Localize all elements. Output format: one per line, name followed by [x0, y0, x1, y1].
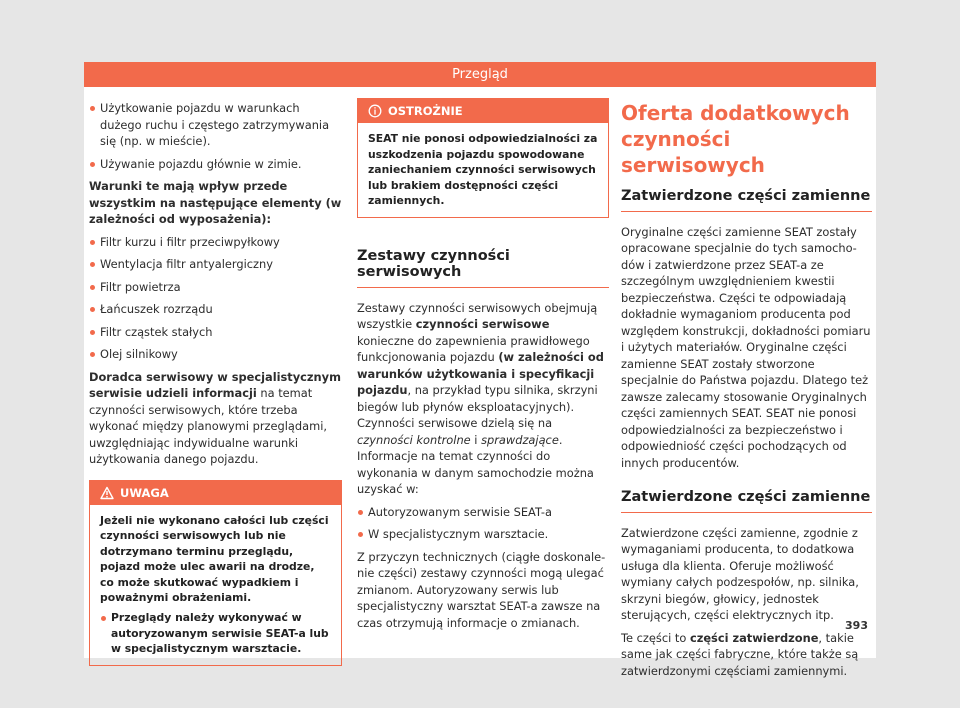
page-title: Oferta dodatkowych czynności serwisowych [621, 101, 850, 177]
advisor-text: na temat czynności serwisowych, które trzeba wykonać między planowymi przeglądami, uwzględniając indywidualne warunki użytkowania danego pojazdu. [89, 386, 328, 466]
warning-header [90, 481, 341, 505]
text-run: i [470, 432, 482, 447]
list-item: Olej silnikowy [89, 346, 342, 363]
caution-body: SEAT nie ponosi odpowiedzialności za uszkodzenia pojazdu spowodowane zaniechaniem czynności serwisowych lub brakiem dostępności części zamiennych. [368, 132, 598, 208]
warning-triangle-icon [100, 486, 114, 500]
warning-text: Jeżeli nie wykonano całości lub części czynności serwisowych lub nie dotrzymano terminu przeglądu, pojazd może ulec awarii na drodze, co może skutkować wypadkiem i poważnymi obrażeniami. [100, 513, 329, 605]
text-run: . Informacje na temat czynności do wykonania w danym samochodzie można uzyskać w: [357, 432, 594, 497]
approved-parts-paragraph: Zatwierdzone części zamienne, zgodnie z wymaganiami producenta, to dodatkowa usługa dla klienta. Oferuje możliwość wymiany całych podzespołów, np. silnika, skrzyni biegów, głowicy, jednostek sterujących, części elektrycznych itp. [621, 525, 859, 622]
manual-page [84, 62, 876, 678]
warning-title: UWAGA [120, 485, 169, 500]
italic-run: czynności kontrolne [357, 432, 471, 447]
list-item: Filtr powietrza [89, 279, 342, 296]
info-circle-icon [368, 104, 382, 118]
changes-paragraph: Z przyczyn technicznych (ciągłe doskonalenie części) zestawy czynności mogą ulegać zmianom. Autoryzowany serwis lub specjalistyczny warsztat SEAT-a zawsze na czas otrzymują informacje o zmianach. [357, 549, 606, 630]
text-run: Te części to [621, 630, 690, 645]
original-parts-paragraph: Oryginalne części zamienne SEAT zostały opracowane specjalnie do tych samochodów i zatwierdzone przez SEAT-a ze szczególnym uwzględnieniem kwestii bezpieczeństwa. Części te odpowiadają dokładnie wymaganiom producenta pod względem konstrukcji, dokładności pomiaru i użytych materiałów. Oryginalne części zamienne SEAT zostały stworzone specjalnie do Państwa pojazdu. Dlatego też zawsze zalecamy stosowanie Oryginalnych części zamiennych SEAT. SEAT nie ponosi odpowiedzialności za bezpieczeństwo i odpowiedniość części pochodzących od innych producentów. [621, 224, 871, 470]
bold-run: (w zależności od warunków użytkowania i specyfikacji pojazdu [357, 350, 604, 398]
list-item: Użytkowanie pojazdu w warunkach dużego ruchu i częstego zatrzymywania się (np. w mieście). [89, 100, 342, 150]
section-heading: Zatwierdzone części zamienne [621, 188, 872, 212]
advisor-paragraph [89, 369, 342, 468]
page-header: Przegląd [84, 62, 876, 87]
text-run: Zestawy czynności serwisowych obejmują wszystkie [357, 300, 598, 332]
conditions-title: Warunki te mają wpływ przede wszystkim na następujące elementy (w zależności od wyposażenia): [89, 179, 342, 226]
text-run: , takie same jak części fabryczne, które także są zatwierdzonymi częściami zamiennymi. [621, 630, 859, 678]
list-item: Wentylacja filtr antyalergiczny [89, 256, 342, 273]
text-run: , na przykład typu silnika, skrzyni biegów lub płynów eksploatacyjnych). Czynności serwisowe dzielą się na [357, 383, 598, 431]
service-sets-paragraph [357, 300, 609, 498]
page-number: 393 [845, 619, 868, 632]
column-right [621, 100, 872, 685]
warning-bullet: Przeglądy należy wykonywać w autoryzowanym serwisie SEAT-a lub w specjalistycznym warsztacie. [100, 610, 331, 657]
caution-title: OSTROŻNIE [388, 104, 463, 118]
caution-box [357, 98, 609, 218]
list-item: Autoryzowanym serwisie SEAT-a [357, 504, 609, 521]
list-item: Używanie pojazdu głównie w zimie. [89, 156, 342, 173]
list-item: Łańcuszek rozrządu [89, 301, 342, 318]
list-item: W specjalistycznym warsztacie. [357, 526, 609, 543]
warning-box [89, 480, 342, 666]
bold-run: części zatwierdzone [689, 630, 819, 645]
advisor-bold: Doradca serwisowy w specjalistycznym serwisie udzieli informacji [89, 369, 341, 400]
italic-run: sprawdzające [481, 432, 559, 447]
warning-body [90, 505, 341, 665]
bold-run: czynności serwisowe [415, 317, 550, 332]
text-run: konieczne do zapewnienia prawidłowego funkcjonowania pojazdu [357, 333, 590, 365]
approved-parts-note [621, 630, 872, 680]
section-heading: Zestawy czynności serwisowych [357, 248, 609, 288]
section-heading: Zatwierdzone części zamienne [621, 489, 872, 513]
caution-header [358, 99, 608, 123]
column-left [89, 100, 342, 666]
column-middle [357, 98, 609, 637]
list-item: Filtr kurzu i filtr przeciwpyłkowy [89, 234, 342, 251]
list-item: Filtr cząstek stałych [89, 324, 342, 341]
